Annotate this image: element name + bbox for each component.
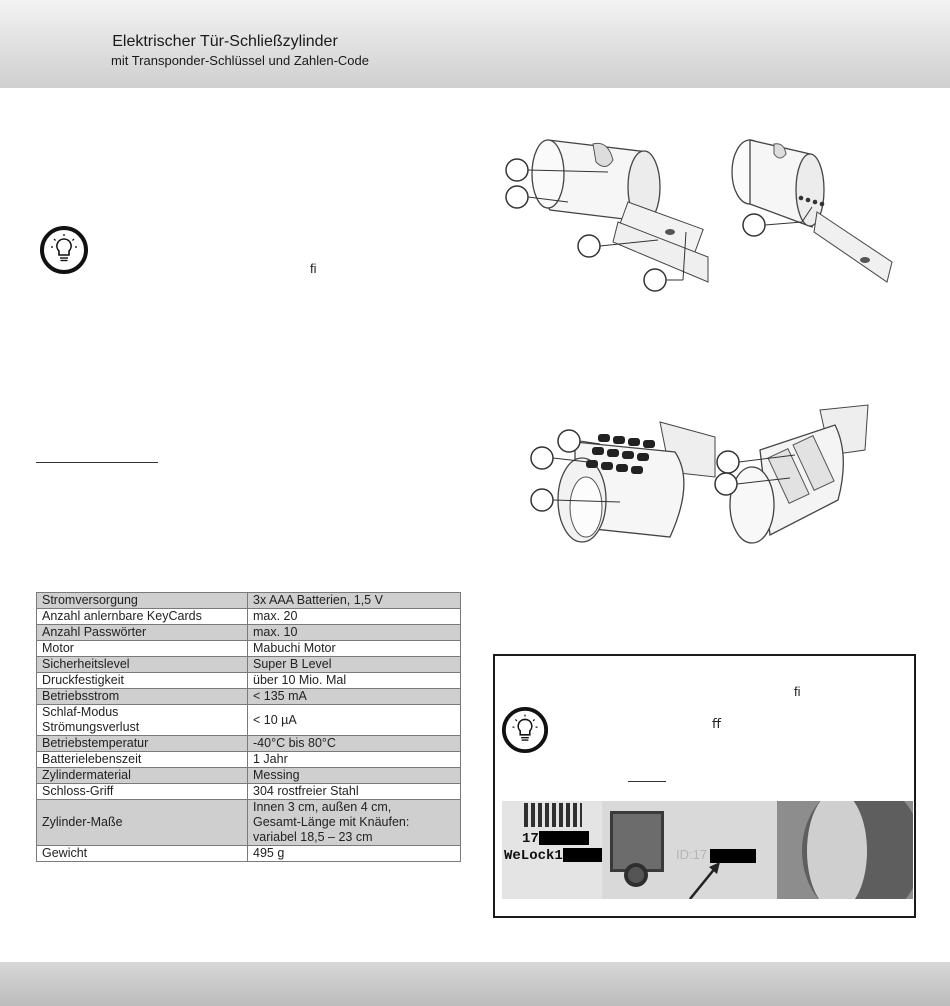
spec-value: 304 rostfreier Stahl <box>248 784 461 800</box>
engraved-id-text: ID:17 <box>676 847 708 862</box>
spec-label-line: Strömungsverlust <box>42 720 140 734</box>
underline-rule <box>628 781 666 782</box>
table-row <box>37 673 461 689</box>
underline-rule <box>36 462 158 463</box>
spec-value: Super B Level <box>248 657 461 673</box>
spec-value: 3x AAA Batterien, 1,5 V <box>248 593 461 609</box>
spec-value: < 135 mA <box>248 689 461 705</box>
spec-value: Messing <box>248 768 461 784</box>
spec-value: -40°C bis 80°C <box>248 736 461 752</box>
spec-value: 1 Jahr <box>248 752 461 768</box>
note-box <box>493 654 916 918</box>
spec-label: Sicherheitslevel <box>37 657 248 673</box>
redaction-bar <box>539 831 589 845</box>
table-row <box>37 736 461 752</box>
figure-cylinder-back <box>722 132 902 292</box>
spec-label: Schloss-Griff <box>37 784 248 800</box>
spec-label: Motor <box>37 641 248 657</box>
figure-cylinder-front <box>498 132 720 297</box>
table-row <box>37 800 461 846</box>
table-row <box>37 689 461 705</box>
qr-code <box>524 803 582 827</box>
knob-inner <box>807 801 867 899</box>
table-row <box>37 641 461 657</box>
spec-value: Mabuchi Motor <box>248 641 461 657</box>
page-header <box>0 0 950 88</box>
spec-label: Betriebstemperatur <box>37 736 248 752</box>
table-row <box>37 657 461 673</box>
spec-table <box>36 592 461 862</box>
lightbulb-icon <box>39 225 89 275</box>
spec-label-line: Schlaf-Modus <box>42 705 119 719</box>
screw-hole <box>624 863 648 887</box>
spec-value: < 10 µA <box>248 705 461 736</box>
table-row <box>37 784 461 800</box>
ligature-ff: ﬀ <box>712 716 721 731</box>
spec-value: max. 20 <box>248 609 461 625</box>
table-row <box>37 752 461 768</box>
arrow-icon <box>686 859 726 899</box>
spec-label: Stromversorgung <box>37 593 248 609</box>
spec-value: über 10 Mio. Mal <box>248 673 461 689</box>
device-id-photo <box>502 801 913 899</box>
spec-label <box>37 705 248 736</box>
spec-label: Betriebsstrom <box>37 689 248 705</box>
label-number: 17 <box>522 831 539 847</box>
spec-value <box>248 800 461 846</box>
spec-label: Druckfestigkeit <box>37 673 248 689</box>
spec-value-line: variabel 18,5 – 23 cm <box>253 830 373 844</box>
figure-battery-compartment <box>700 400 870 545</box>
spec-value: max. 10 <box>248 625 461 641</box>
table-row <box>37 846 461 862</box>
spec-label: Batterielebenszeit <box>37 752 248 768</box>
spec-label: Zylinder-Maße <box>37 800 248 846</box>
label-line-1 <box>522 831 589 847</box>
page-title: Elektrischer Tür-Schließzylinder <box>112 33 338 50</box>
page-subtitle: mit Transponder-Schlüssel und Zahlen-Code <box>111 53 369 68</box>
ligature-fi: ﬁ <box>794 684 801 699</box>
redaction-bar <box>563 848 603 862</box>
ligature-fi: ﬁ <box>310 261 317 276</box>
label-line-2 <box>504 848 603 864</box>
label-model: WeLock1 <box>504 848 563 864</box>
table-row <box>37 768 461 784</box>
figure-keypad-knob <box>520 412 720 547</box>
page-footer <box>0 962 950 1006</box>
table-row <box>37 593 461 609</box>
spec-label: Anzahl Passwörter <box>37 625 248 641</box>
spec-label: Anzahl anlernbare KeyCards <box>37 609 248 625</box>
spec-value-line: Gesamt-Länge mit Knäufen: <box>253 815 410 829</box>
spec-label: Gewicht <box>37 846 248 862</box>
table-row <box>37 609 461 625</box>
spec-label: Zylindermaterial <box>37 768 248 784</box>
lightbulb-icon <box>501 706 549 754</box>
table-row <box>37 625 461 641</box>
table-row <box>37 705 461 736</box>
spec-value: 495 g <box>248 846 461 862</box>
spec-value-line: Innen 3 cm, außen 4 cm, <box>253 800 392 814</box>
